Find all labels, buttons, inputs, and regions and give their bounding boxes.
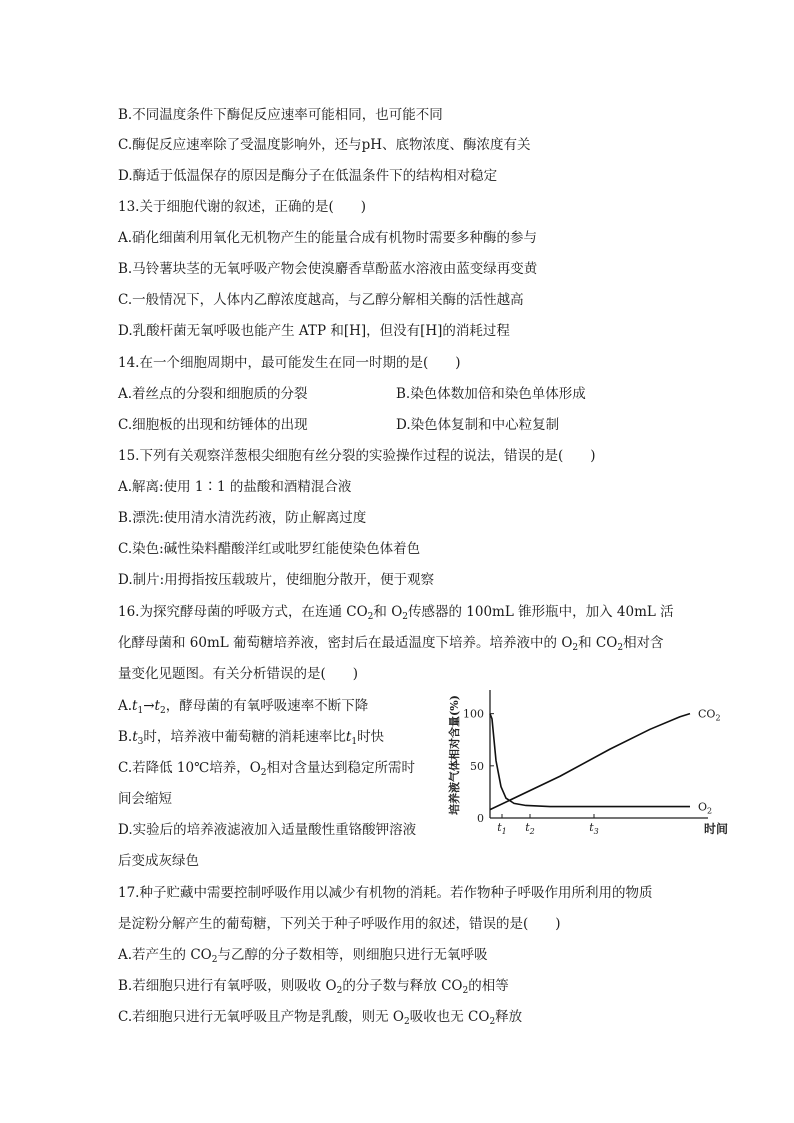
series-label-O2: $O_2$ <box>698 800 713 816</box>
q15-stem: 15.下列有关观察洋葱根尖细胞有丝分裂的实验操作过程的说法，错误的是( ) <box>118 448 596 464</box>
q17-stem-line2: 是淀粉分解产生的葡萄糖，下列关于种子呼吸作用的叙述，错误的是( ) <box>118 916 561 932</box>
q16-option-a: $A.t_1\to t_2$，酵母菌的有氧呼吸速率不断下降 <box>118 698 369 716</box>
q12-option-b: B.不同温度条件下酶促反应速率可能相同，也可能不同 <box>118 107 443 123</box>
q15-option-b: B.漂洗:使用清水清洗药液，防止解离过度 <box>118 510 367 526</box>
q13-option-a: A.硝化细菌利用氧化无机物产生的能量合成有机物时需要多种酶的参与 <box>118 230 538 246</box>
y-axis-label: 培养液气体相对含量(%) <box>448 695 461 815</box>
y-tick-label-50: 50 <box>470 759 484 773</box>
q13-stem: 13.关于细胞代谢的叙述，正确的是( ) <box>118 199 367 215</box>
q13-option-b: B.马铃薯块茎的无氧呼吸产物会使溴麝香草酚蓝水溶液由蓝变绿再变黄 <box>118 261 538 277</box>
series-label-CO2: $CO_2$ <box>698 707 721 723</box>
q16-option-c-line1: C.若降低 10℃培养，$O_2$相对含量达到稳定所需时 <box>118 760 416 778</box>
q16-option-d-line2: 后变成灰绿色 <box>118 853 199 869</box>
q12-option-d: D.酶适于低温保存的原因是酶分子在低温条件下的结构相对稳定 <box>118 168 498 184</box>
y-tick-label-0: 0 <box>477 812 484 825</box>
x-tick-label-t2: $t_2$ <box>525 821 535 836</box>
gas-content-chart <box>440 680 730 840</box>
q14-option-c: C.细胞板的出现和纺锤体的出现 <box>118 417 308 433</box>
x-axis-label: 时间 <box>703 822 728 836</box>
q12-option-c: C.酶促反应速率除了受温度影响外，还与pH、底物浓度、酶浓度有关 <box>118 137 531 153</box>
y-tick-label-100: 100 <box>463 707 484 721</box>
q16-stem-line2: 化酵母菌和 60mL 葡萄糖培养液，密封后在最适温度下培养。培养液中的 $O_2$和 $CO_2$相对含 <box>118 635 664 653</box>
q17-option-c: C.若细胞只进行无氧呼吸且产物是乳酸，则无 $O_2$吸收也无 $CO_2$释放 <box>118 1009 523 1027</box>
q14-option-a: A.着丝点的分裂和细胞质的分裂 <box>118 386 308 402</box>
q17-stem-line1: 17.种子贮藏中需要控制呼吸作用以减少有机物的消耗。若作物种子呼吸作用所利用的物质 <box>118 885 653 901</box>
q16-option-d-line1: D.实验后的培养液滤液加入适量酸性重铬酸钾溶液 <box>118 822 417 838</box>
q15-option-d: D.制片:用拇指按压载玻片，使细胞分散开，便于观察 <box>118 572 435 588</box>
q14-option-d: D.染色体复制和中心粒复制 <box>396 417 560 433</box>
q15-option-a: A.解离:使用 1∶1 的盐酸和酒精混合液 <box>118 479 352 495</box>
series-line-CO2 <box>490 714 690 810</box>
x-tick-label-t3: $t_3$ <box>589 821 599 836</box>
q16-option-c-line2: 间会缩短 <box>118 791 172 807</box>
q16-stem-line1: 16.为探究酵母菌的呼吸方式，在连通 $CO_2$和 $O_2$传感器的 100mL 锥形瓶中，加入 40mL 活 <box>118 604 674 622</box>
q14-stem: 14.在一个细胞周期中，最可能发生在同一时期的是( ) <box>118 355 461 371</box>
q15-option-c: C.染色:碱性染料醋酸洋红或吡罗红能使染色体着色 <box>118 541 421 557</box>
q13-option-d: D.乳酸杆菌无氧呼吸也能产生 ATP 和[H]，但没有[H]的消耗过程 <box>118 323 510 339</box>
q16-option-b: $B.t_3$时，培养液中葡萄糖的消耗速率比$t_1$时快 <box>118 729 385 747</box>
x-tick-label-t1: $t_1$ <box>497 821 507 836</box>
q16-stem-line3: 量变化见题图。有关分析错误的是( ) <box>118 666 359 682</box>
q13-option-c: C.一般情况下，人体内乙醇浓度越高，与乙醇分解相关酶的活性越高 <box>118 292 524 308</box>
q17-option-b: B.若细胞只进行有氧呼吸，则吸收 $O_2$的分子数与释放 $CO_2$的相等 <box>118 978 509 996</box>
q14-option-b: B.染色体数加倍和染色单体形成 <box>396 386 586 402</box>
q17-option-a: A.若产生的 $CO_2$与乙醇的分子数相等，则细胞只进行无氧呼吸 <box>118 947 488 965</box>
